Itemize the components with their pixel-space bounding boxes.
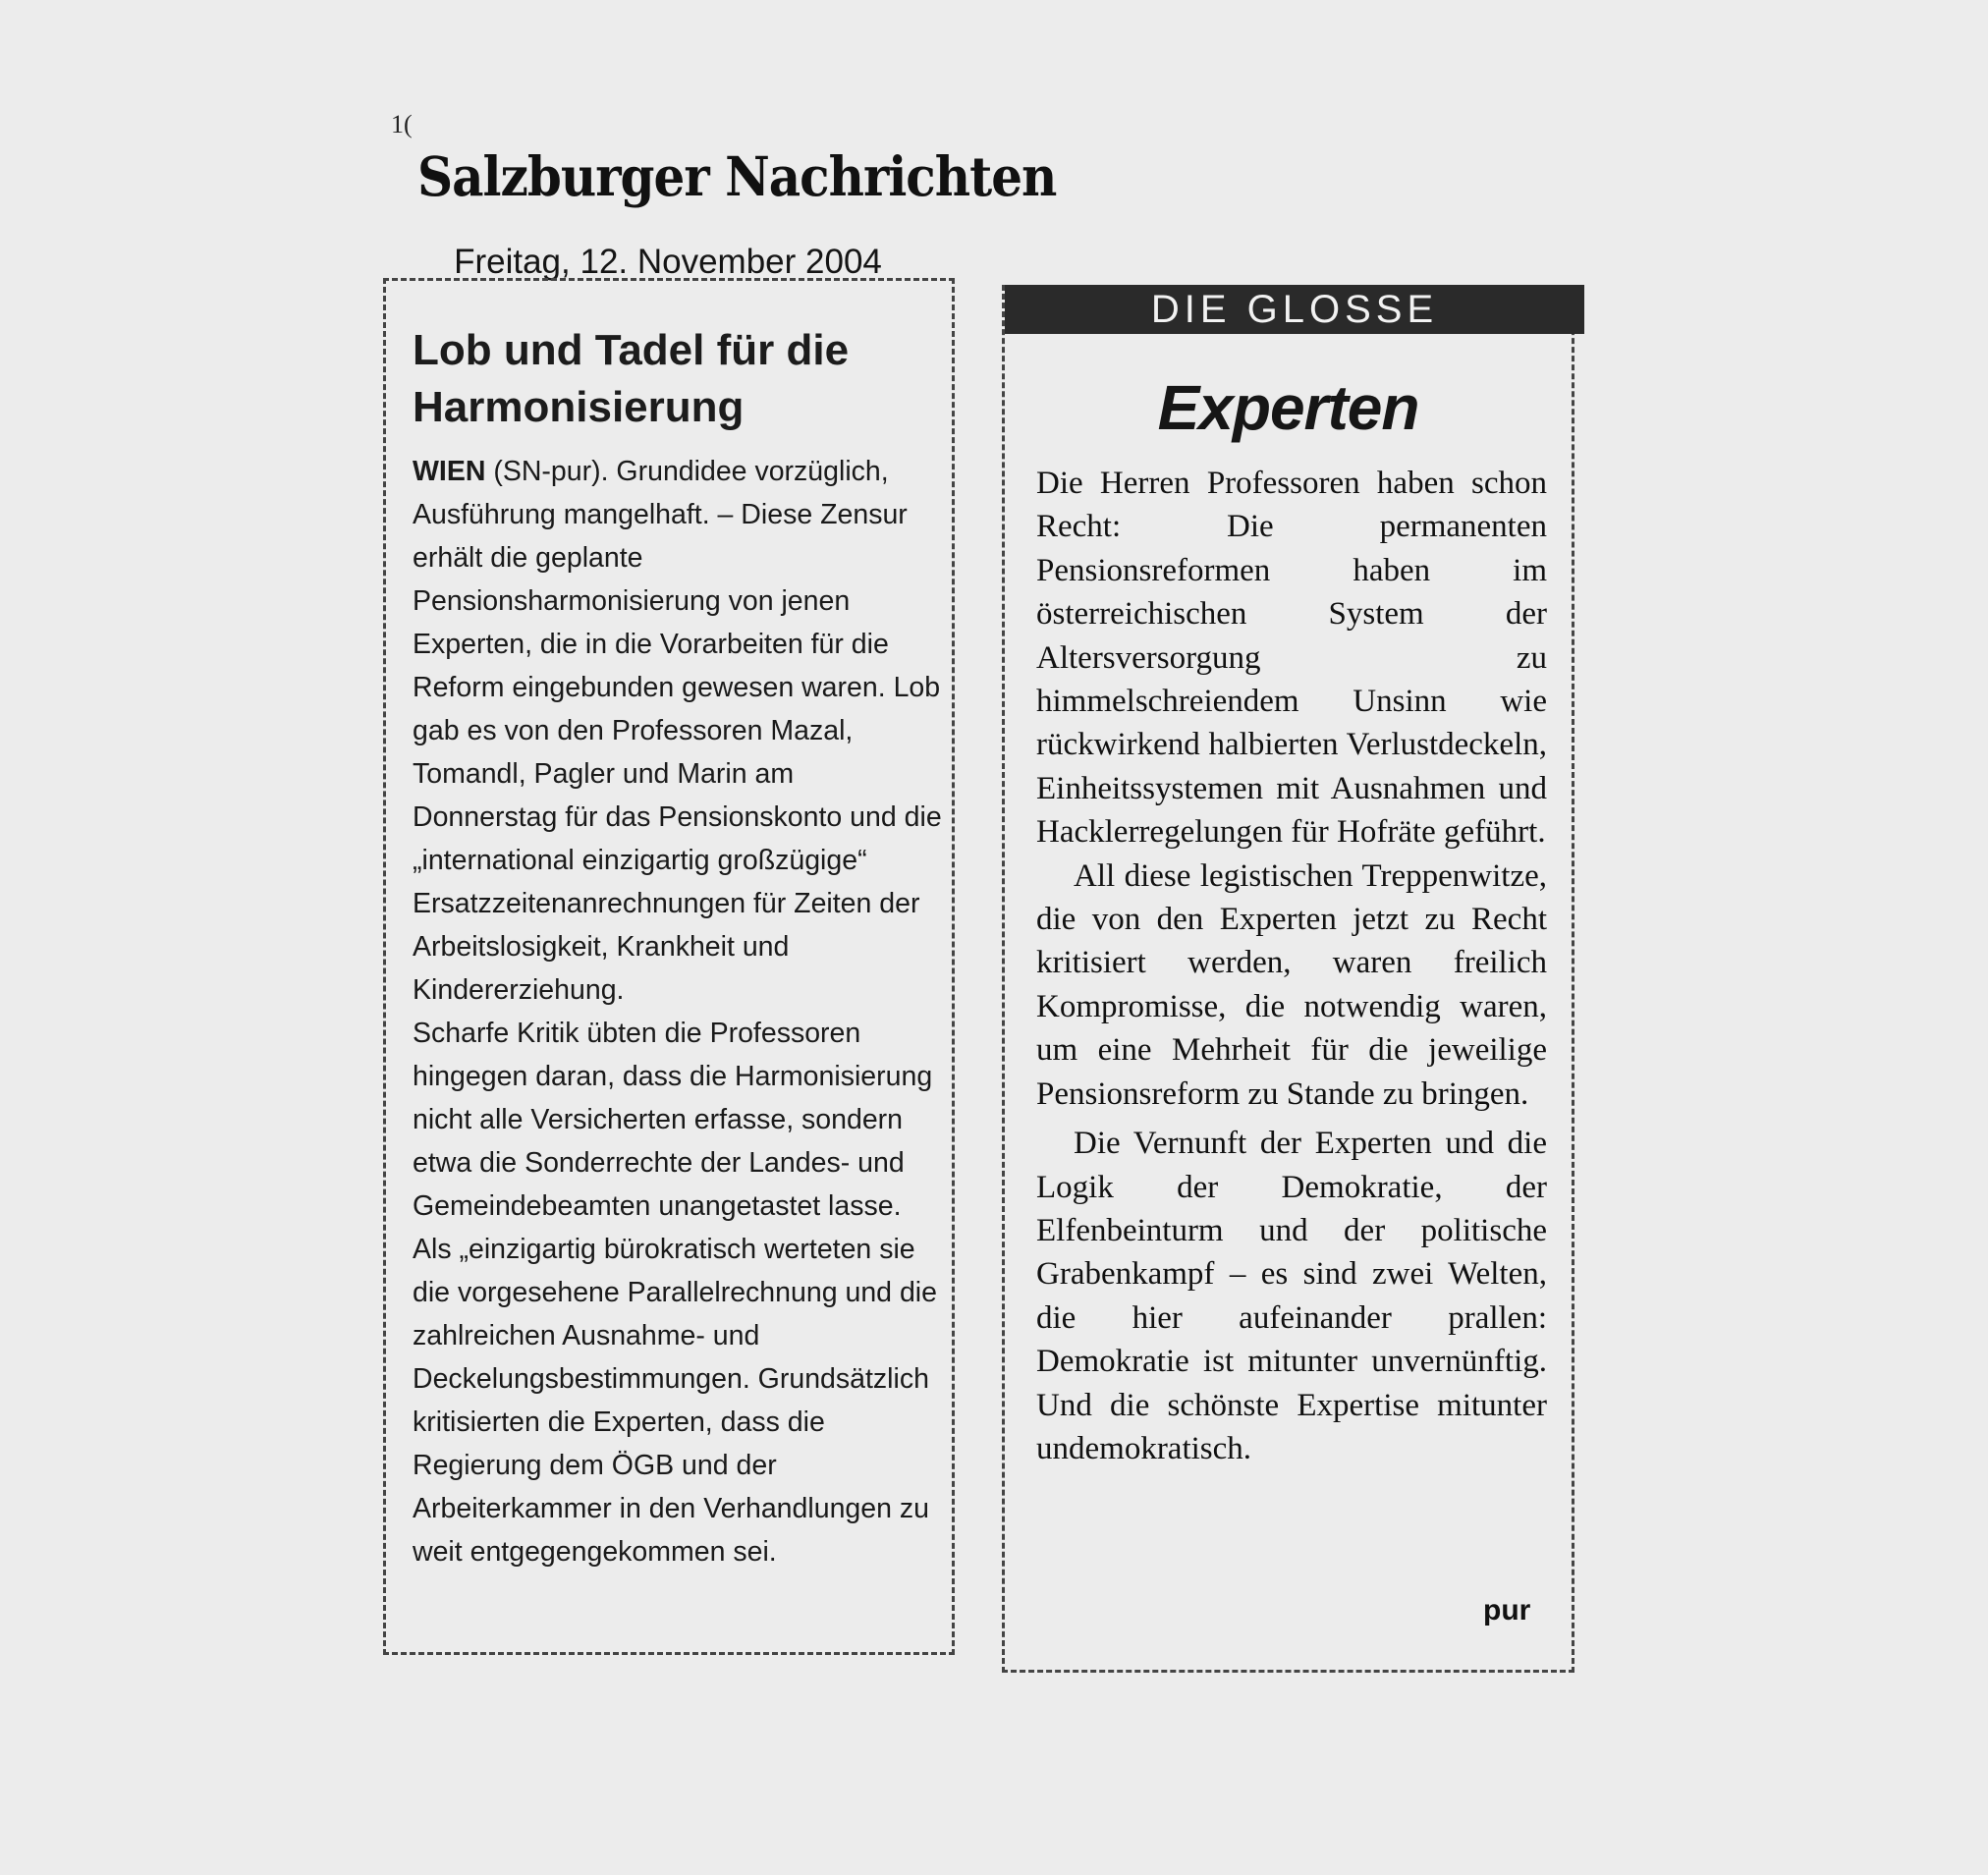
dateline: WIEN — [413, 456, 486, 487]
left-article-paragraph-2: Scharfe Kritik übten die Professoren hingegen daran, dass die Harmonisierung nicht alle Versicherten erfasse, sondern etwa die Sonderrechte der Landes- und Gemeindebeamten unangetastet lasse. Als „einzigartig bürokratisch werteten sie die vorgesehene Parallelrechnung und die zahlreichen Ausnahme- und Deckelungsbestimmungen. Grundsätzlich kritisierten die Experten, dass die Regierung dem ÖGB und der Arbeiterkammer in den Verhandlungen zu weit entgegengekommen sei. — [413, 1018, 937, 1568]
glosse-paragraph-2: All diese legistischen Treppenwitze, die von den Experten jetzt zu Recht kritisiert werden, waren freilich Kompromisse, die notwendig waren, um eine Mehrheit für die jeweilige Pensionsreform zu Stande zu bringen. — [1036, 857, 1547, 1112]
left-article-title: Lob und Tadel für die Harmonisierung — [413, 326, 850, 431]
left-article-body — [413, 450, 943, 1573]
section-label: DIE GLOSSE — [1005, 285, 1584, 334]
author-signature: pur — [1483, 1594, 1531, 1627]
glosse-paragraph-1: Die Herren Professoren haben schon Recht: Die permanenten Pensionsreformen haben im österreichischen System der Altersversorgung zu himmelschreiendem Unsinn wie rückwirkend halbierten Verlustdeckeln, Einheitssystemen mit Ausnahmen und Hacklerregelungen für Hofräte geführt. — [1036, 466, 1547, 851]
bleed-through-texture-left — [0, 147, 373, 1621]
newspaper-masthead: Salzburger Nachrichten — [417, 144, 1057, 208]
glosse-body — [1036, 462, 1547, 1470]
glosse-heading: Experten — [1157, 372, 1419, 443]
glosse-paragraph-3: Die Vernunft der Experten und die Logik der Demokratie, der Elfenbeinturm und der politische Grabenkampf – es sind zwei Welten, die hier aufeinander prallen: Demokratie ist mitunter unvernünftig. Und die schönste Expertise mitunter undemokratisch. — [1036, 1126, 1547, 1466]
publication-date: Freitag, 12. November 2004 — [454, 243, 882, 281]
left-article-paragraph-1 — [413, 450, 943, 1012]
left-article-paragraph-1-text: (SN-pur). Grundidee vorzüglich, Ausführung mangelhaft. – Diese Zensur erhält die geplante Pensionsharmonisierung von jenen Experten, die in die Vorarbeiten für die Reform eingebunden gewesen waren. Lob gab es von den Professoren Mazal, Tomandl, Pagler und Marin am Donnerstag für das Pensionskonto und die „international einzigartig großzügige“ Ersatzzeitenanrechnungen für Zeiten der Arbeitslosigkeit, Krankheit und Kindererziehung. — [413, 456, 942, 1006]
page-number: 1( — [391, 110, 413, 138]
